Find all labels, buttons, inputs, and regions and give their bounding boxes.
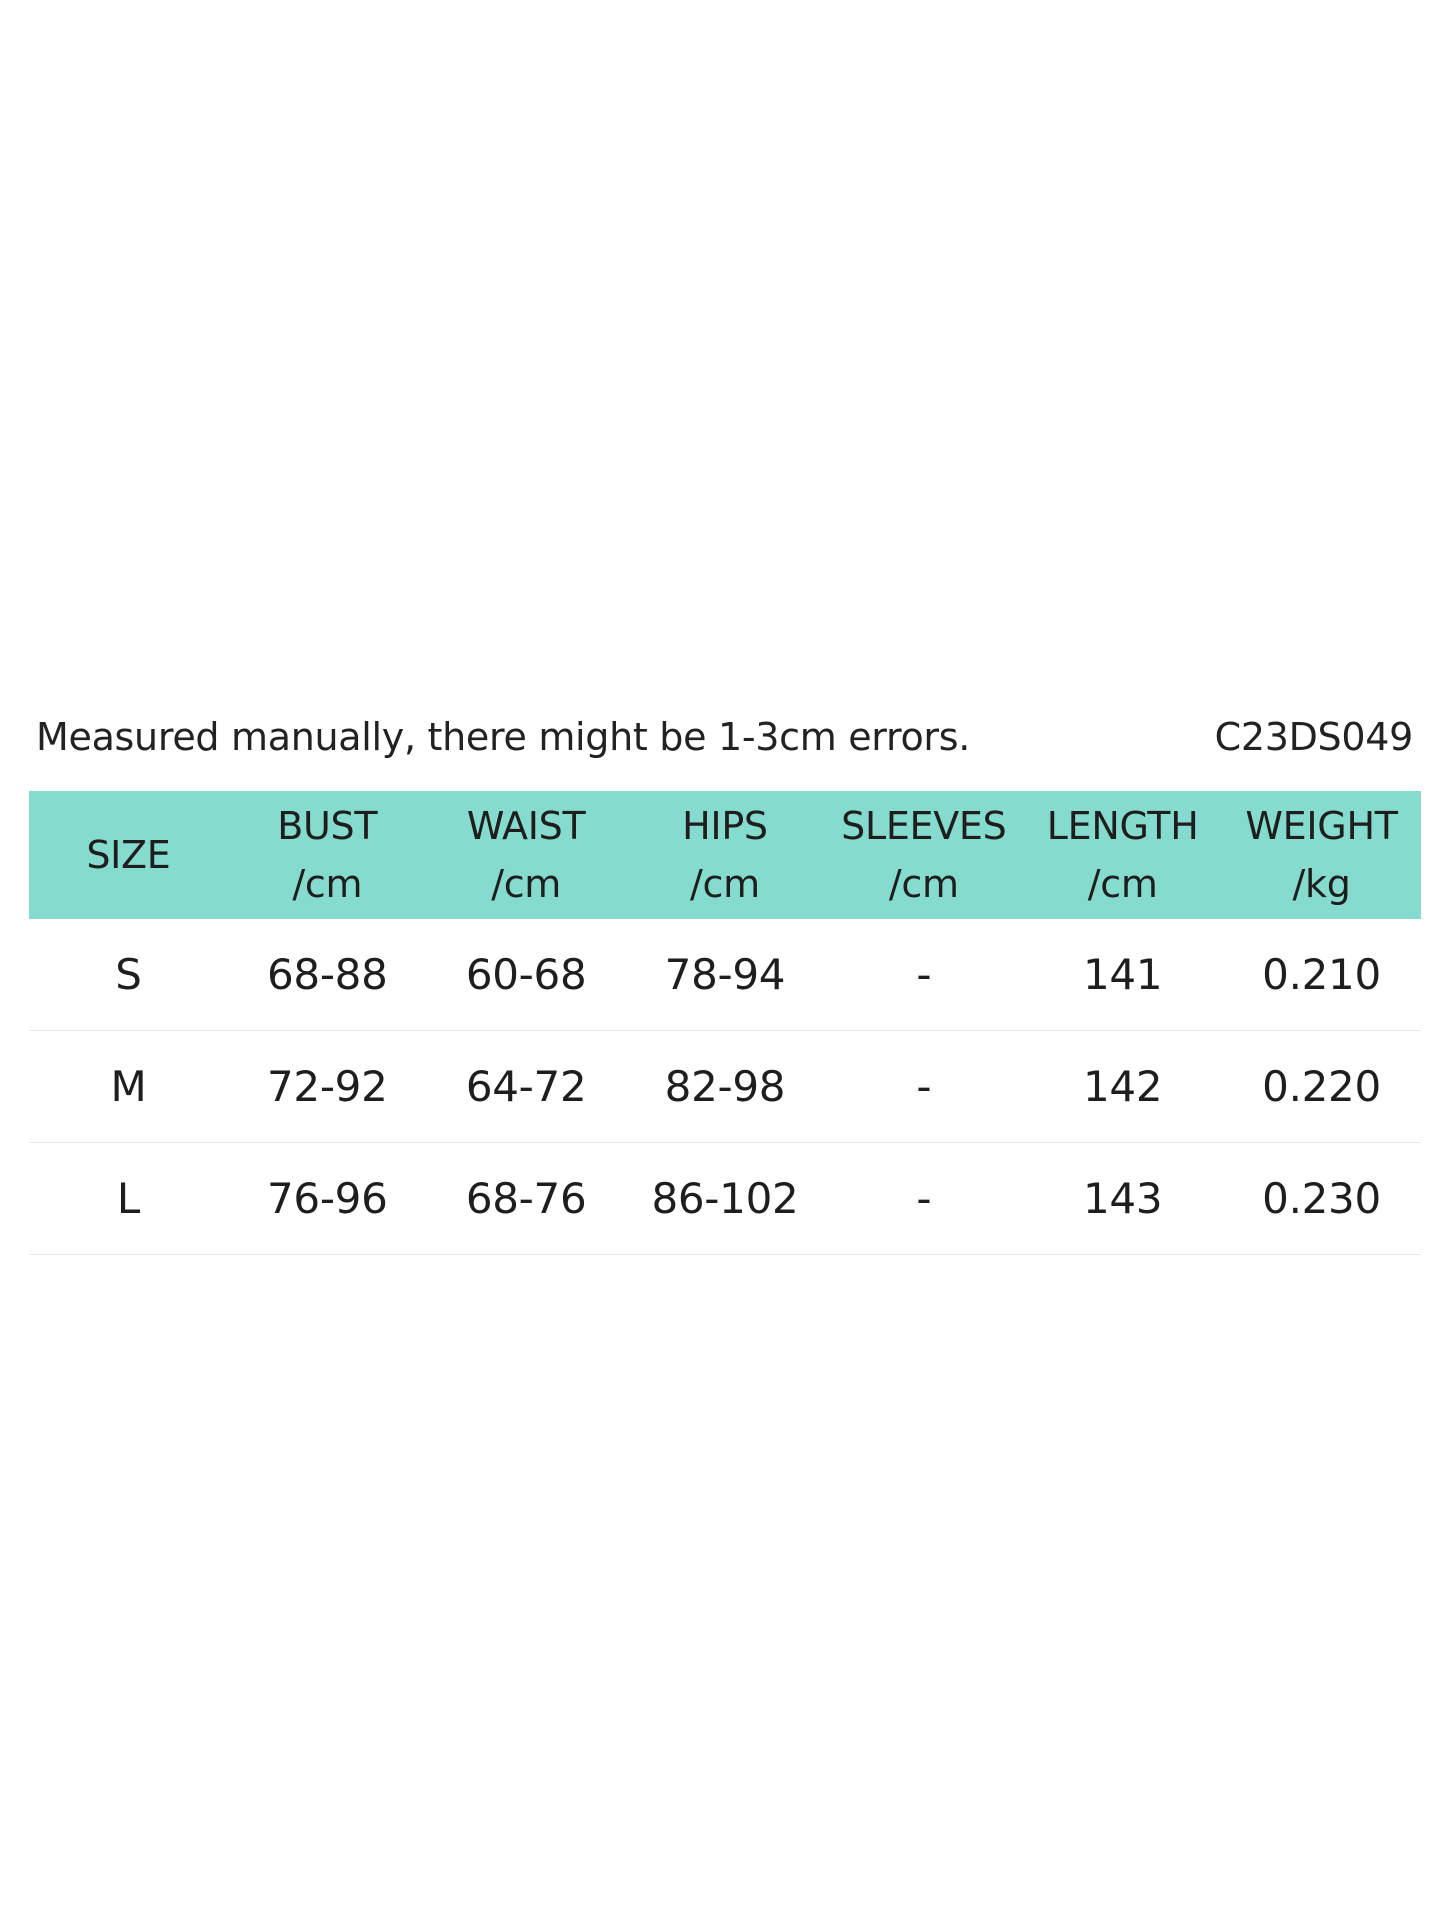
cell-sleeves: - [824, 1031, 1023, 1143]
column-header-sleeves [824, 791, 1023, 919]
size-note-bar [36, 710, 1413, 764]
measurement-note: Measured manually, there might be 1-3cm errors. [36, 715, 970, 759]
cell-sleeves: - [824, 1143, 1023, 1255]
product-code: C23DS049 [1214, 715, 1413, 759]
column-header-waist [427, 791, 626, 919]
column-header-label: BUST [277, 804, 378, 848]
cell-length: 141 [1023, 919, 1222, 1031]
column-header-unit: /kg [1292, 862, 1351, 906]
column-header-label: WEIGHT [1245, 804, 1398, 848]
column-header-label: LENGTH [1046, 804, 1199, 848]
column-header-length [1023, 791, 1222, 919]
column-header-label: SLEEVES [841, 804, 1007, 848]
cell-length: 143 [1023, 1143, 1222, 1255]
cell-hips: 78-94 [626, 919, 825, 1031]
column-header-size [29, 791, 228, 919]
column-header-unit: /cm [690, 862, 760, 906]
cell-bust: 68-88 [228, 919, 427, 1031]
size-chart-header [29, 791, 1421, 919]
column-header-unit: /cm [491, 862, 562, 906]
cell-hips: 82-98 [626, 1031, 825, 1143]
cell-weight: 0.220 [1222, 1031, 1421, 1143]
cell-size: M [29, 1031, 228, 1143]
cell-bust: 76-96 [228, 1143, 427, 1255]
table-row-size-s [29, 919, 1421, 1031]
cell-waist: 68-76 [427, 1143, 626, 1255]
column-header-label: HIPS [682, 804, 768, 848]
header-row [29, 791, 1421, 919]
cell-waist: 60-68 [427, 919, 626, 1031]
cell-sleeves: - [824, 919, 1023, 1031]
table-row-size-l [29, 1143, 1421, 1255]
cell-size: S [29, 919, 228, 1031]
cell-size: L [29, 1143, 228, 1255]
size-chart-table [29, 791, 1421, 1255]
cell-bust: 72-92 [228, 1031, 427, 1143]
column-header-bust [228, 791, 427, 919]
column-header-label: WAIST [466, 804, 586, 848]
column-header-unit: /cm [292, 862, 363, 906]
cell-waist: 64-72 [427, 1031, 626, 1143]
column-header-unit: /cm [1087, 862, 1158, 906]
size-chart-body [29, 919, 1421, 1255]
cell-weight: 0.230 [1222, 1143, 1421, 1255]
column-header-unit: /cm [888, 862, 959, 906]
column-header-weight [1222, 791, 1421, 919]
table-row-size-m [29, 1031, 1421, 1143]
column-header-label: SIZE [86, 833, 171, 877]
cell-hips: 86-102 [626, 1143, 825, 1255]
column-header-hips [626, 791, 825, 919]
cell-length: 142 [1023, 1031, 1222, 1143]
cell-weight: 0.210 [1222, 919, 1421, 1031]
